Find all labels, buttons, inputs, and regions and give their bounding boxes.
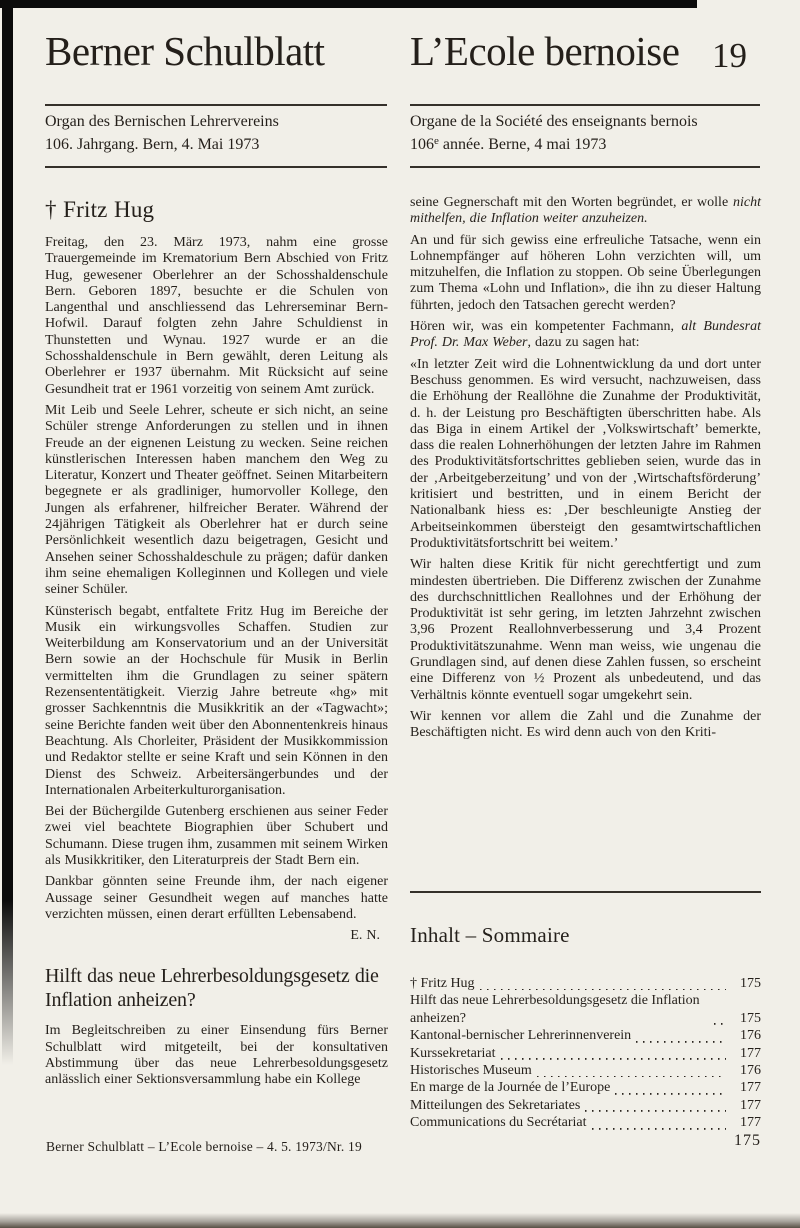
toc-dot-leader (615, 1083, 726, 1095)
subtitle-french-rest: année. Berne, 4 mai 1973 (438, 135, 607, 153)
toc-item-page: 176 (740, 1063, 761, 1079)
article-paragraph: An und für sich gewiss eine erfreuliche Tatsache, wenn ein Lohnempfänger auf höheren Lohn verzichten will, um mitzuhelfen, die Inflation zu stoppen. Ob seine Überlegungen zum Thema «Lohn und Inflation», die ihn zu dieser Haltung führten, jedoch den Tatsachen gerecht werden? (410, 232, 761, 313)
toc-dot-leader (480, 978, 726, 990)
subtitle-french-line2 (410, 134, 762, 158)
obituary-paragraph: Freitag, den 23. März 1973, nahm eine grosse Trauergemeinde im Krematorium Bern Abschied von Fritz Hug, gewesener Oberlehrer an der Schosshaldenschule Bern. Geboren 1897, besuchte er die Schulen von Langenthal und anschliessend das Lehrerseminar Bern-Hofwil. Darauf folgten zehn Jahre Schuldienst in Thunstetten und Wynau. 1927 wurde er an die Schosshaldenschule in Bern gewählt, deren Leitung als Oberlehrer er 1937 übernahm. Mit Rücksicht auf seine Gesundheit trat er 1961 vorzeitig von seinem Amt zurück. (45, 235, 388, 397)
subtitle-french-year: 106 (410, 135, 434, 153)
toc-item-label: Hilft das neue Lehrerbesoldungsgesetz die Inflation anheizen? (410, 993, 700, 1026)
scan-shadow-bottom (0, 1213, 800, 1228)
article-paragraph (410, 195, 761, 228)
right-column (410, 195, 761, 747)
toc-item (410, 1097, 761, 1114)
footer-imprint: Berner Schulblatt – L’Ecole bernoise – 4. 5. 1973/Nr. 19 (46, 1139, 362, 1154)
header-rule-right-top (410, 104, 760, 106)
toc-item (410, 1027, 761, 1044)
toc-item (410, 1062, 761, 1079)
toc-item-label: † Fritz Hug (410, 976, 475, 991)
paragraph-text: , dazu zu sagen hat: (527, 335, 640, 351)
inflation-article-title: Hilft das neue Lehrerbesoldungsgesetz die Inflation anheizen? (45, 965, 379, 1012)
subtitle-german-line1: Organ des Bernischen Lehrervereins (45, 113, 279, 130)
subtitle-german-line2: 106. Jahrgang. Bern, 4. Mai 1973 (45, 135, 260, 153)
article-quote-paragraph: «In letzter Zeit wird die Lohnentwicklung da und dort unter Beschuss genommen. Es wird versucht, nachzuweisen, dass die Erhöhung der Reallöhne die Zunahme der Produktivität, d. h. der Leistung pro Beschäftigten überschritten habe. Als das Biga in einem Artikel der ‚Volkswirtschaft’ bemerkte, dass die realen Lohnerhöhungen der letzten Jahre im Rahmen des Produktivitätsfortschrittes geblieben seien, wurde das in der ‚Arbeitgeberzeitung’ und von der ‚Wirtschaftsförderung’ kritisiert und bestritten, und in einem Bericht der Nationalbank hiess es: ‚Der beschleunigte Anstieg der Arbeitseinkommen übersteigt den gesamtwirtschaftlichen Produktivitätsfortschritt bei weitem.’ (410, 356, 761, 551)
toc-item-page: 177 (740, 1045, 761, 1061)
toc-item-page: 177 (740, 1097, 761, 1113)
toc-heading: Inhalt – Sommaire (410, 923, 570, 947)
toc-dot-leader (636, 1031, 726, 1043)
toc-item-label: Communications du Secrétariat (410, 1115, 587, 1131)
toc-item-label: Historisches Museum (410, 1063, 532, 1079)
subtitle-french (410, 111, 762, 157)
toc-item (410, 992, 761, 1027)
toc-dot-leader (585, 1100, 726, 1112)
obituary-paragraph: Mit Leib und Seele Lehrer, scheute er sich nicht, an seine Schüler strenge Anforderungen zu stellen und in ihnen Freude an der eignenen Leistung zu wecken. Seine reichen künstlerischen Interessen haben manchem den Weg zu Literatur, Konzert und Theater geöffnet. Seinen Mitarbeitern begegnete er als gradliniger, humorvoller Kollege, den Jungen als erfahrener, hilfreicher Berater. Während der 24jährigen Tätigkeit als Oberlehrer hat er durch seine Persönlichkeit wesentlich dazu beigetragen, Gesicht und Ansehen seiner Schosshaldeschule zu prägen; dafür danken ihm seine ehemaligen Kolleginnen und Kollegen und viele seiner Schüler. (45, 402, 388, 598)
paragraph-text: Hören wir, was ein kompetenter Fachmann, (410, 319, 682, 335)
toc-item (410, 1079, 761, 1096)
toc-dot-leader (592, 1118, 726, 1130)
subtitle-french-line1: Organe de la Société des enseignants bernois (410, 113, 698, 130)
scan-edge-top (0, 0, 697, 8)
obituary-paragraph: Bei der Büchergilde Gutenberg erschienen aus seiner Feder zwei viel beachtete Biographien über Schubert und Schumann. Diese trugen ihm, zusammen mit seinem Wirken als Musikkritiker, den Literaturpreis der Stadt Bern ein. (45, 804, 388, 868)
obituary-title: † Fritz Hug (45, 197, 155, 222)
left-column (45, 195, 388, 1094)
subtitle-french-sup: e (434, 134, 439, 147)
toc-item-label: Mitteilungen des Sekretariates (410, 1097, 581, 1113)
toc-item (410, 1114, 761, 1131)
toc-list (410, 975, 761, 1132)
toc-item-page: 177 (740, 1080, 761, 1096)
toc-dot-leader (537, 1065, 726, 1077)
toc-item (410, 975, 761, 992)
masthead-title-german: Berner Schulblatt (45, 28, 325, 74)
obituary-signature: E. N. (350, 928, 380, 944)
toc-item-page: 175 (740, 1010, 761, 1026)
subtitle-german (45, 111, 390, 156)
table-of-contents (410, 891, 761, 1132)
header-rule-left-bottom (45, 166, 387, 168)
toc-item (410, 1045, 761, 1062)
masthead-title-french: L’Ecole bernoise (410, 28, 680, 74)
toc-item-page: 177 (740, 1115, 761, 1131)
article-paragraph: Wir kennen vor allem die Zahl und die Zunahme der Beschäftigten nicht. Es wird denn auch von den Kriti- (410, 708, 761, 741)
inflation-article-paragraph: Im Begleitschreiben zu einer Einsendung fürs Berner Schulblatt wird mitgeteilt, bei der konsultativen Abstimmung über das neue Lehrerbesoldungsgesetz anlässlich einer Sektionsversammlung habe ein Kollege (45, 1023, 388, 1088)
paragraph-italic-text: nicht mithelfen, die Inflation weiter anzuheizen. (410, 195, 761, 227)
toc-item-label: Kurssekretariat (410, 1045, 496, 1061)
toc-item-page: 175 (740, 976, 761, 991)
obituary-paragraph: Dankbar gönnten seine Freunde ihm, der nach eigener Aussage seiner Gesundheit wegen auf manches hatte verzichten müssen, einen derart erfüllten Lebensabend. (45, 874, 388, 922)
toc-dot-leader (714, 1013, 726, 1025)
article-paragraph: Wir halten diese Kritik für nicht gerechtfertigt und zum mindesten übertrieben. Die Differenz zwischen der Zunahme des durchschnittlichen Reallohnes und der Erhöhung der Produktivität ist sehr gering, im letzten Jahrzehnt zwischen 3,96 Prozent Reallohnverbesserung und 3,4 Prozent Produktivitätszunahme. Wenn man weiss, wie ungenau die Grundlagen sind, auf denen diese Zahlen fussen, so erscheint eine Differenz von ½ Prozent als unbedeutend, und das Verhältnis könnte eventuell sogar umgekehrt sein. (410, 557, 761, 703)
obituary-paragraph: Künsterisch begabt, entfaltete Fritz Hug im Bereiche der Musik ein wirkungsvolles Schaffen. Studien zur Weiterbildung am Konservatorium und an der Universität Bern sowie an der Hochschule für Musik in Berlin vermittelten ihm die Grundlagen zu seiner spätern Rezensententätigkeit. Vierzig Jahre betreute «hg» mit grosser Sachkenntnis die Musikkritik an der «Tagwacht»; seine Berichte fanden weit über den Abonnentenkreis hinaus Beachtung. Als Chorleiter, Präsident der Musikkommission und Redaktor stellte er seine Kraft und sein Können in den Dienst des Schweiz. Arbeitersängerbundes und der Internationalen Arbeiterkulturorganisation. (45, 603, 388, 798)
header-rule-left-top (45, 104, 387, 106)
article-paragraph (410, 319, 761, 352)
page-number: 175 (734, 1132, 761, 1149)
paragraph-text: seine Gegnerschaft mit den Worten begründet, er wolle (410, 195, 733, 210)
toc-item-label: Kantonal-bernischer Lehrerinnenverein (410, 1028, 632, 1044)
toc-item-label: En marge de la Journée de l’Europe (410, 1080, 611, 1096)
toc-divider-rule (410, 891, 761, 893)
toc-dot-leader (501, 1048, 726, 1060)
issue-number: 19 (712, 36, 747, 75)
toc-item-page: 176 (740, 1028, 761, 1044)
scan-edge-left (2, 0, 13, 1070)
header-rule-right-bottom (410, 166, 760, 168)
paragraph-italic-text: alt Bundesrat Prof. Dr. Max Weber (410, 319, 761, 351)
